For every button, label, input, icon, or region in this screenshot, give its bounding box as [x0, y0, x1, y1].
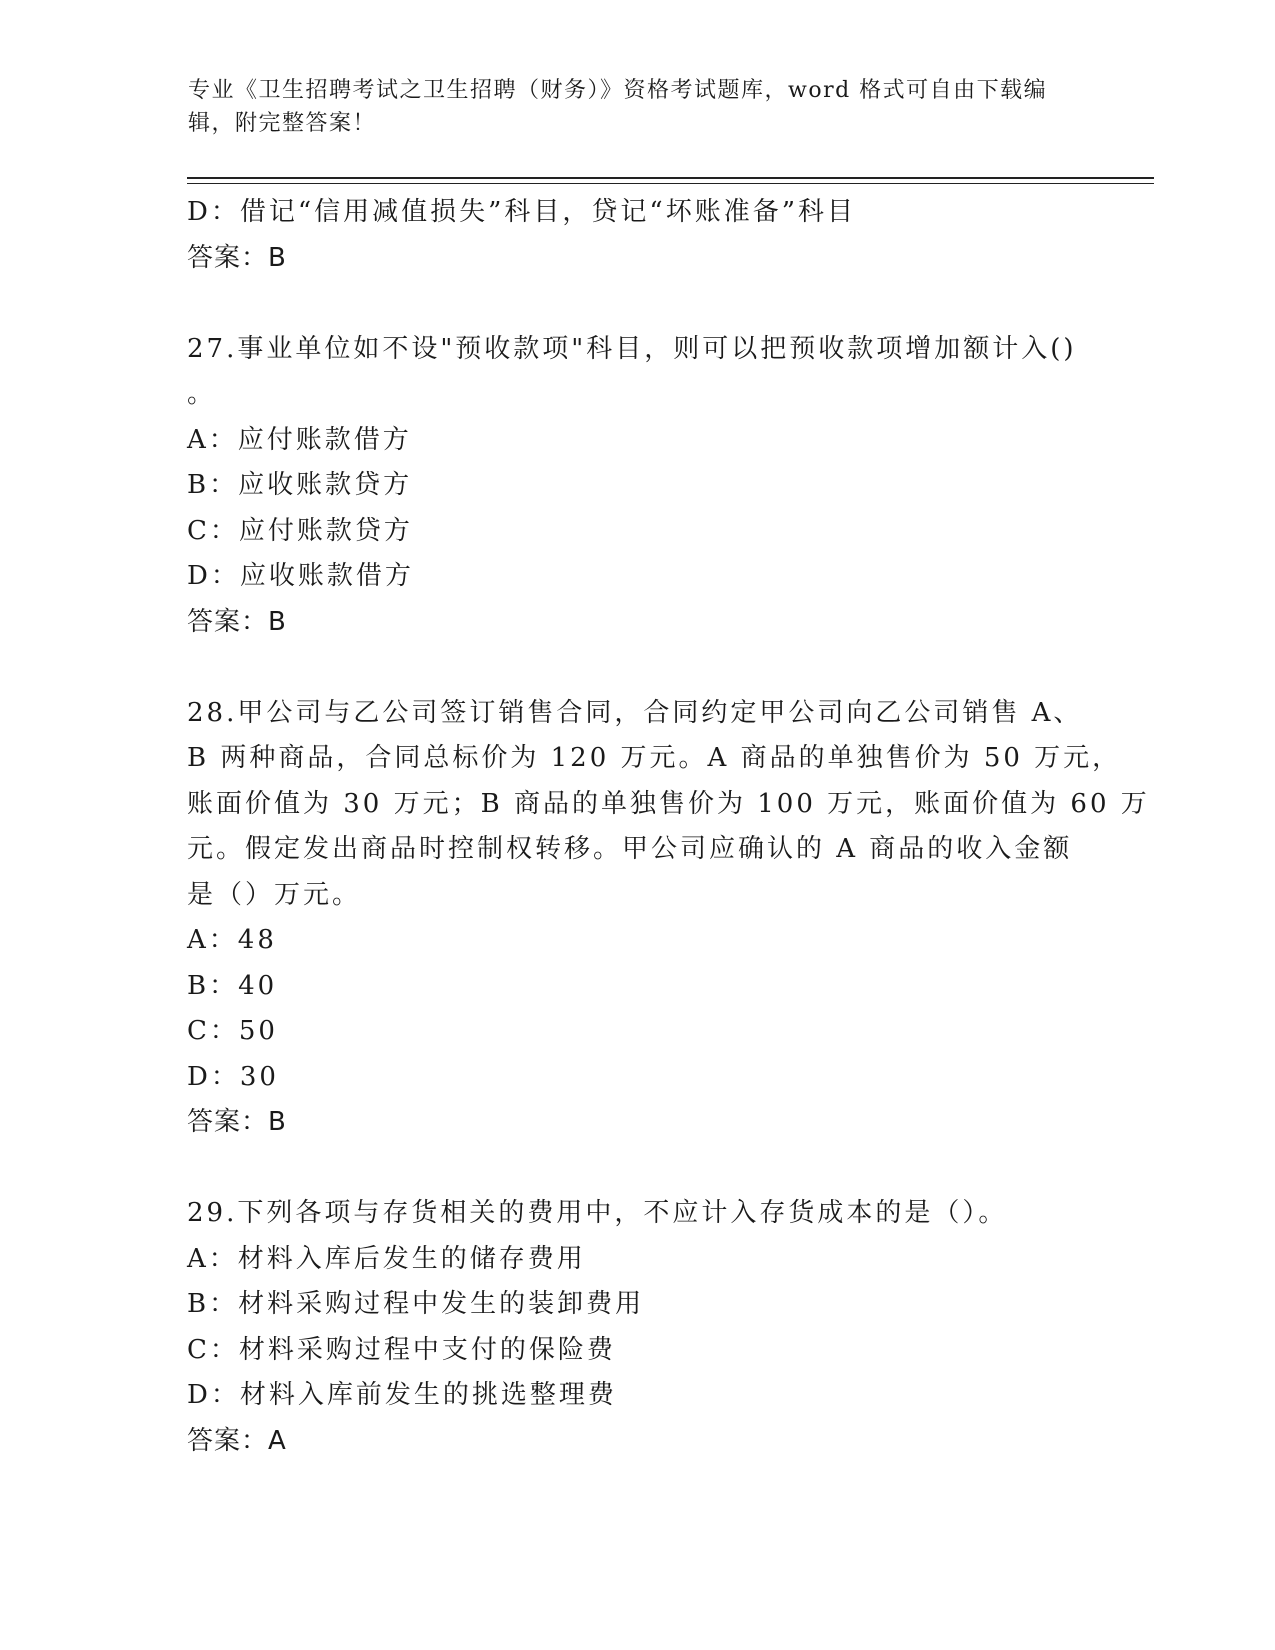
option-c: C：材料采购过程中支付的保险费: [187, 1334, 616, 1365]
prev-answer: 答案：B: [187, 242, 287, 273]
document-header: 专业《卫生招聘考试之卫生招聘（财务）》资格考试题库，word 格式可自由下载编辑，附完整答案！: [188, 78, 1048, 136]
question-stem: 是（）万元。: [187, 879, 362, 910]
option-a: A：应付账款借方: [187, 424, 412, 455]
question-list: [187, 190, 1150, 1464]
question-stem: 账面价值为 30 万元；B 商品的单独售价为 100 万元，账面价值为 60 万: [187, 788, 1150, 819]
header-divider-thick: [187, 177, 1154, 179]
spacer: [187, 281, 1087, 327]
question-stem: B 两种商品，合同总标价为 120 万元。A 商品的单独售价为 50 万元，: [187, 743, 1122, 773]
question-stem: 元。假定发出商品时控制权转移。甲公司应确认的 A 商品的收入金额: [187, 834, 1073, 864]
answer: 答案：B: [187, 606, 287, 637]
prev-option-d: D：借记“信用减值损失”科目，贷记“坏账准备”科目: [187, 197, 857, 227]
option-c: C：50: [187, 1016, 278, 1046]
spacer: [187, 1146, 1087, 1192]
answer: 答案：B: [187, 1107, 287, 1137]
option-a: A：48: [187, 925, 277, 955]
question-stem: 29.下列各项与存货相关的费用中，不应计入存货成本的是（）。: [187, 1198, 1008, 1228]
option-b: B：40: [187, 970, 278, 1001]
option-b: B：材料采购过程中发生的装卸费用: [187, 1289, 645, 1319]
question-stem: 。: [187, 379, 217, 409]
answer: 答案：A: [187, 1425, 287, 1456]
option-a: A：材料入库后发生的储存费用: [187, 1243, 586, 1274]
question-29: [187, 1191, 1087, 1464]
option-c: C：应付账款贷方: [187, 515, 413, 546]
option-d: D：应收账款借方: [187, 561, 414, 591]
question-28: [187, 691, 1150, 1146]
header-divider-thin: [187, 183, 1154, 184]
question-stem: 28.甲公司与乙公司签订销售合同，合同约定甲公司向乙公司销售 A、: [187, 697, 1083, 728]
option-b: B：应收账款贷方: [187, 470, 413, 500]
spacer: [187, 645, 1087, 691]
question-stem: 27.事业单位如不设"预收款项"科目，则可以把预收款项增加额计入(): [187, 333, 1077, 364]
option-d: D：材料入库前发生的挑选整理费: [187, 1380, 617, 1410]
option-d: D：30: [187, 1061, 279, 1092]
question-27: [187, 327, 1087, 646]
